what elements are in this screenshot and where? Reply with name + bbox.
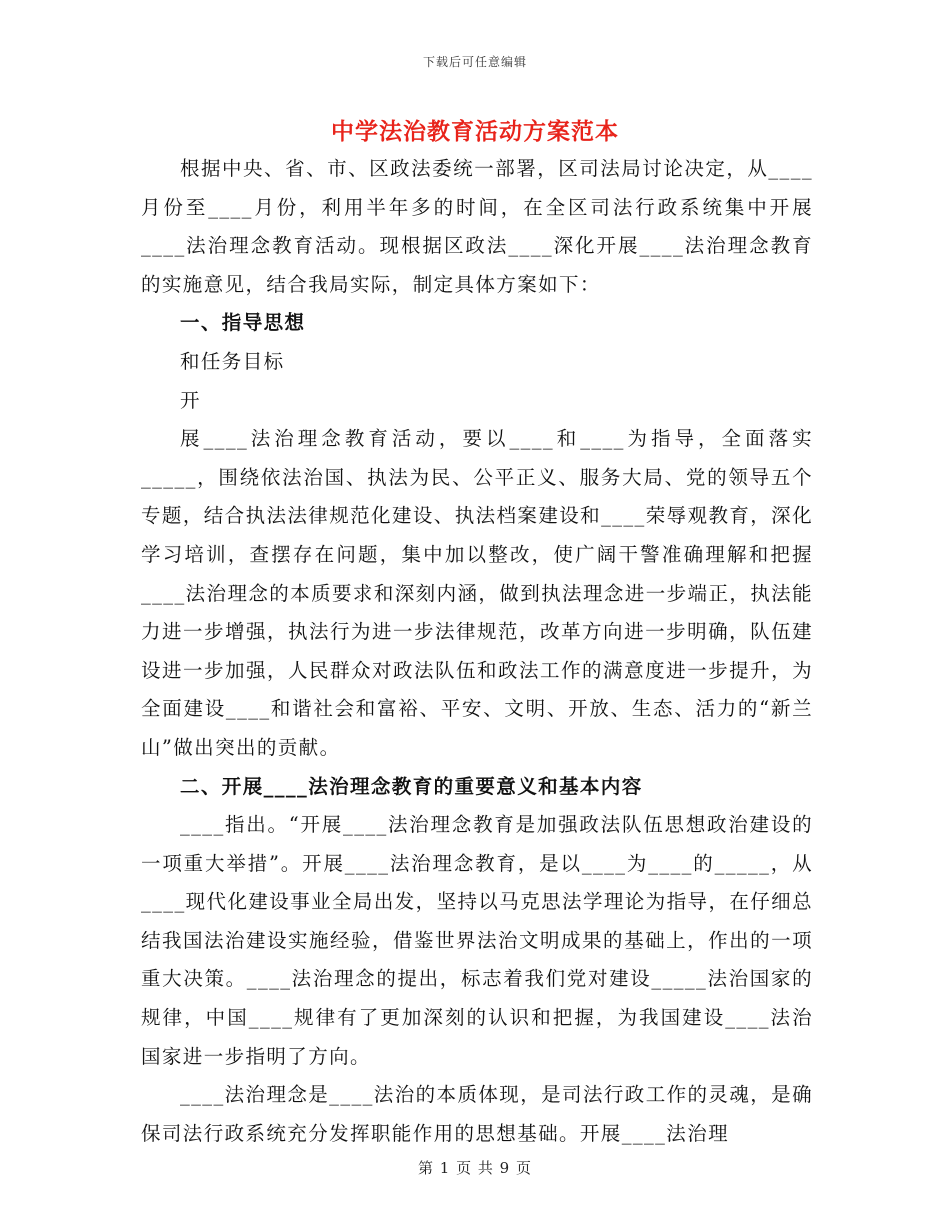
paragraph-fragment: 开 <box>180 388 201 412</box>
paragraph-guiding: 展____法治理念教育活动，要以____和____为指导，全面落实_____，围绕依法治国、执法为民、公平正义、服务大局、党的领导五个专题，结合执法法律规范化建设、执法档案建设和____荣辱观教育，深化学习培训，查摆存在问题，集中加以整改，使广阔干警准确理解和把握____法治理念的本质要求和深刻内涵，做到执法理念进一步端正，执法能力进一步增强，执法行为进一步法律规范，改革方向进一步明确，队伍建设进一步加强，人民群众对政法队伍和政法工作的满意度进一步提升，为全面建设____和谐社会和富裕、平安、文明、开放、生态、活力的“新兰山”做出突出的贡献。 <box>141 427 813 759</box>
page-number: 第 1 页 共 9 页 <box>418 1159 532 1177</box>
section-heading-1: 一、指导思想 <box>180 311 306 335</box>
paragraph-intro: 根据中央、省、市、区政法委统一部署，区司法局讨论决定，从____月份至____月份，利用半年多的时间，在全区司法行政系统集中开展____法治理念教育活动。现根据区政法____深化开展____法治理念教育的实施意见，结合我局实际，制定具体方案如下： <box>141 157 813 296</box>
paragraph-significance: ____指出。“开展____法治理念教育是加强政法队伍思想政治建设的一项重大举措”。开展____法治理念教育，是以____为____的_____，从____现代化建设事业全局出发，坚持以马克思法学理论为指导，在仔细总结我国法治建设实施经验，借鉴世界法治文明成果的基础上，作出的一项重大决策。____法治理念的提出，标志着我们党对建设_____法治国家的规律，中国____规律有了更加深刻的认识和把握，为我国建设____法治国家进一步指明了方向。 <box>141 813 813 1068</box>
section-heading-2: 二、开展____法治理念教育的重要意义和基本内容 <box>180 774 643 798</box>
document-title: 中学法治教育活动方案范本 <box>331 118 619 145</box>
document-body <box>141 150 813 1153</box>
header-note: 下载后可任意编辑 <box>422 55 527 69</box>
paragraph-fragment: 和任务目标 <box>180 349 285 373</box>
paragraph-concept: ____法治理念是____法治的本质体现，是司法行政工作的灵魂，是确保司法行政系统充分发挥职能作用的思想基础。开展____法治理 <box>141 1083 813 1145</box>
